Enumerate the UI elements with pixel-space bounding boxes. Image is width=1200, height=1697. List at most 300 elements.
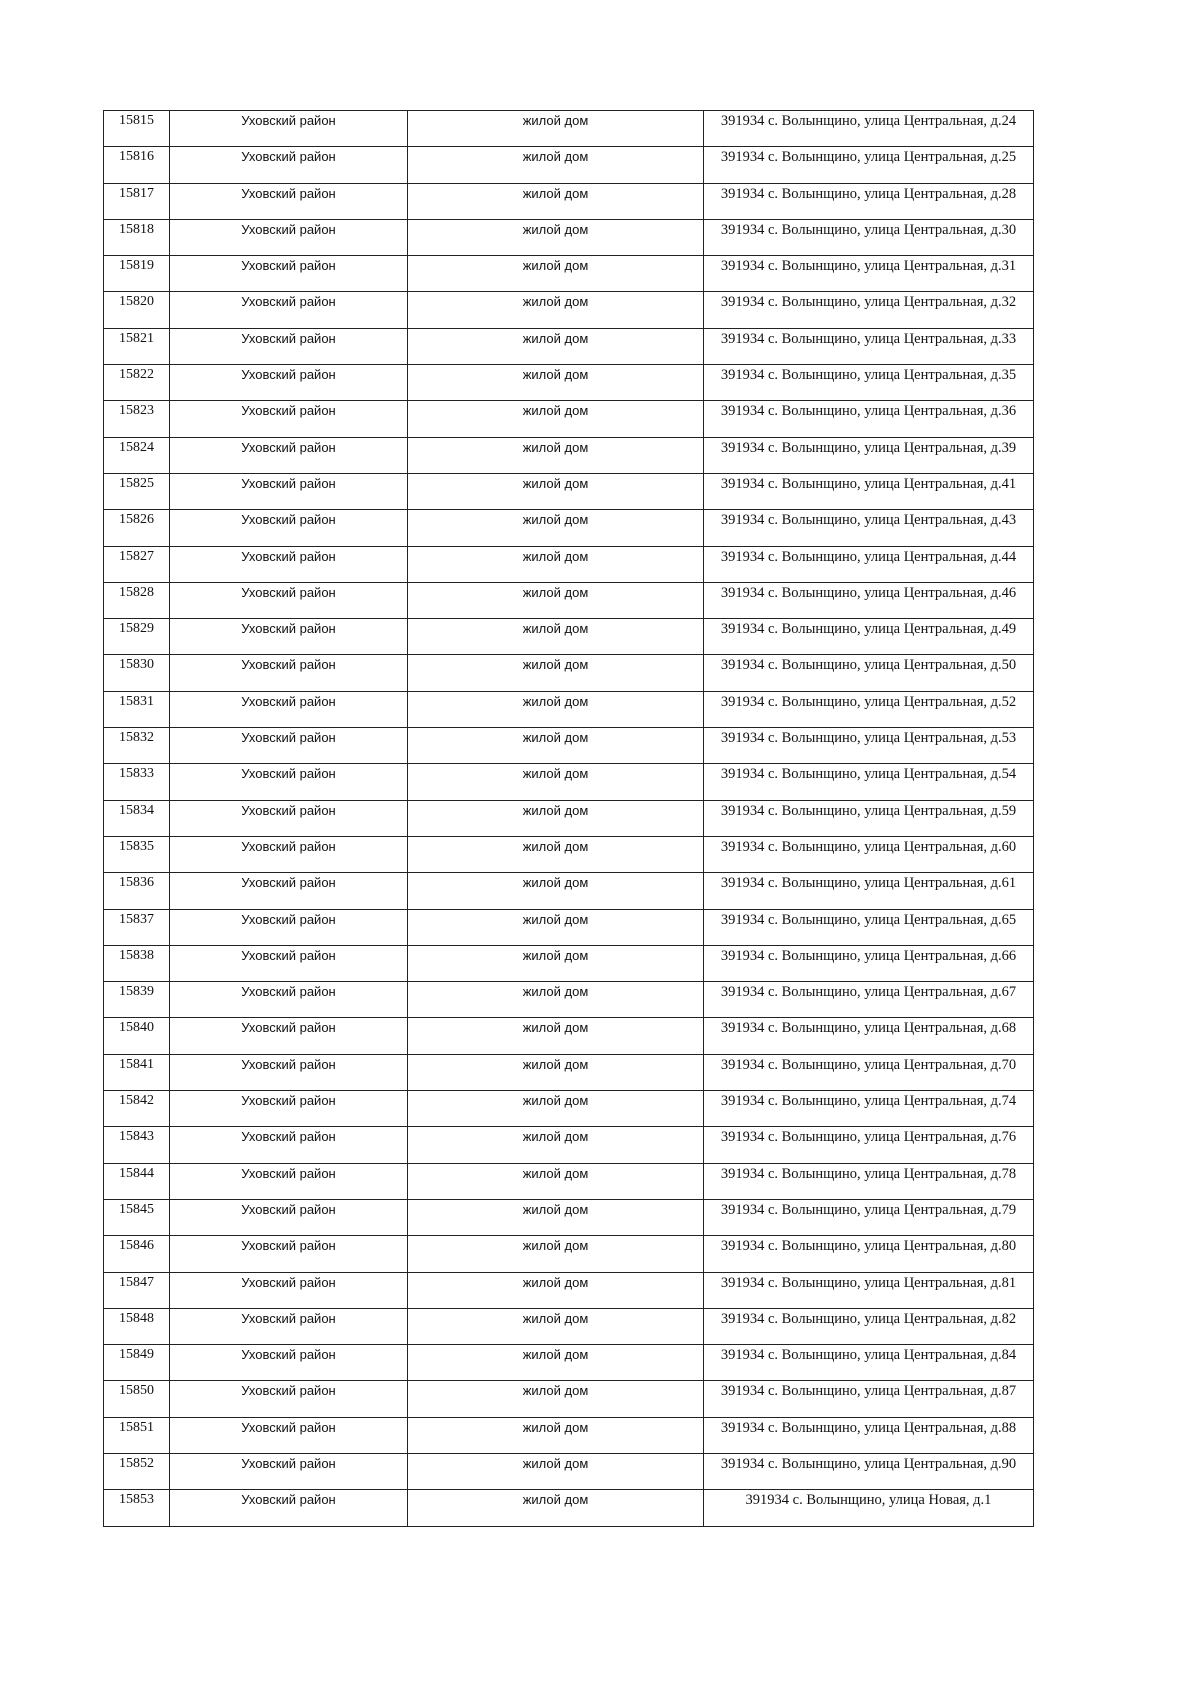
object-type-cell-text: жилой дом xyxy=(522,512,589,528)
table-row xyxy=(104,764,1034,800)
address-cell-text: 391934 с. Волынщино, улица Центральная, д.78 xyxy=(720,1165,1017,1182)
address-cell xyxy=(704,219,1034,255)
address-cell xyxy=(704,510,1034,546)
table-row xyxy=(104,401,1034,437)
district-cell xyxy=(170,147,408,183)
address-cell-text: 391934 с. Волынщино, улица Центральная, д.81 xyxy=(720,1274,1017,1291)
address-cell xyxy=(704,655,1034,691)
object-type-cell-text: жилой дом xyxy=(522,1093,589,1109)
district-cell xyxy=(170,1381,408,1417)
address-cell xyxy=(704,582,1034,618)
district-cell xyxy=(170,1163,408,1199)
address-cell xyxy=(704,982,1034,1018)
district-cell-text: Уховский район xyxy=(241,947,336,963)
row-number-cell xyxy=(104,1091,170,1127)
district-cell-text: Уховский район xyxy=(241,1310,336,1326)
object-type-cell-text: жилой дом xyxy=(522,475,589,491)
row-number-cell xyxy=(104,728,170,764)
district-cell-text: Уховский район xyxy=(241,911,336,927)
table-row xyxy=(104,111,1034,147)
district-cell-text: Уховский район xyxy=(241,1201,336,1217)
district-cell-text: Уховский район xyxy=(241,367,336,383)
district-cell-text: Уховский район xyxy=(241,730,336,746)
object-type-cell-text: жилой дом xyxy=(522,1201,589,1217)
object-type-cell xyxy=(408,728,704,764)
row-number-cell xyxy=(104,365,170,401)
row-number-cell xyxy=(104,909,170,945)
row-number-cell-text: 15821 xyxy=(119,330,154,346)
address-cell xyxy=(704,619,1034,655)
district-cell xyxy=(170,1236,408,1272)
object-type-cell xyxy=(408,473,704,509)
object-type-cell xyxy=(408,1091,704,1127)
row-number-cell xyxy=(104,836,170,872)
address-cell xyxy=(704,1381,1034,1417)
object-type-cell xyxy=(408,1018,704,1054)
district-cell-text: Уховский район xyxy=(241,1347,336,1363)
object-type-cell-text: жилой дом xyxy=(522,1238,589,1254)
district-cell-text: Уховский район xyxy=(241,113,336,128)
object-type-cell xyxy=(408,1308,704,1344)
row-number-cell-text: 15832 xyxy=(119,730,154,746)
district-cell xyxy=(170,1490,408,1526)
address-cell-text: 391934 с. Волынщино, улица Центральная, д.41 xyxy=(720,475,1017,492)
table-row xyxy=(104,1127,1034,1163)
object-type-cell xyxy=(408,365,704,401)
address-cell-text: 391934 с. Волынщино, улица Центральная, д.74 xyxy=(720,1093,1017,1110)
table-row xyxy=(104,655,1034,691)
address-cell-text: 391934 с. Волынщино, улица Центральная, д.65 xyxy=(720,911,1017,928)
object-type-cell xyxy=(408,655,704,691)
object-type-cell xyxy=(408,546,704,582)
object-type-cell xyxy=(408,401,704,437)
object-type-cell xyxy=(408,1127,704,1163)
object-type-cell xyxy=(408,800,704,836)
table-row xyxy=(104,800,1034,836)
row-number-cell-text: 15829 xyxy=(119,621,154,637)
row-number-cell xyxy=(104,1018,170,1054)
table-row xyxy=(104,836,1034,872)
row-number-cell-text: 15824 xyxy=(119,439,154,455)
address-cell xyxy=(704,1417,1034,1453)
row-number-cell xyxy=(104,691,170,727)
row-number-cell-text: 15823 xyxy=(119,403,154,419)
object-type-cell-text: жилой дом xyxy=(522,1310,589,1326)
district-cell-text: Уховский район xyxy=(241,1238,336,1254)
table-row xyxy=(104,619,1034,655)
district-cell xyxy=(170,1272,408,1308)
district-cell xyxy=(170,1054,408,1090)
object-type-cell-text: жилой дом xyxy=(522,802,589,818)
table-row xyxy=(104,1417,1034,1453)
address-cell xyxy=(704,1163,1034,1199)
table-row xyxy=(104,909,1034,945)
district-cell-text: Уховский район xyxy=(241,657,336,673)
district-cell xyxy=(170,764,408,800)
address-cell xyxy=(704,800,1034,836)
district-cell-text: Уховский район xyxy=(241,802,336,818)
table-row xyxy=(104,1272,1034,1308)
district-cell xyxy=(170,1345,408,1381)
table-row xyxy=(104,1308,1034,1344)
object-type-cell-text: жилой дом xyxy=(522,657,589,673)
row-number-cell-text: 15826 xyxy=(119,512,154,528)
object-type-cell-text: жилой дом xyxy=(522,875,589,891)
address-cell-text: 391934 с. Волынщино, улица Центральная, д.80 xyxy=(720,1238,1017,1255)
row-number-cell xyxy=(104,582,170,618)
district-cell-text: Уховский район xyxy=(241,584,336,600)
table-row xyxy=(104,1453,1034,1489)
object-type-cell-text: жилой дом xyxy=(522,621,589,637)
object-type-cell-text: жилой дом xyxy=(522,1455,589,1471)
object-type-cell xyxy=(408,1345,704,1381)
row-number-cell-text: 15843 xyxy=(119,1129,154,1145)
row-number-cell xyxy=(104,1308,170,1344)
row-number-cell xyxy=(104,401,170,437)
address-cell-text: 391934 с. Волынщино, улица Центральная, д.33 xyxy=(720,330,1017,347)
district-cell xyxy=(170,219,408,255)
address-cell-text: 391934 с. Волынщино, улица Центральная, д.67 xyxy=(720,984,1017,1001)
address-cell-text: 391934 с. Волынщино, улица Центральная, д.90 xyxy=(720,1455,1017,1472)
object-type-cell xyxy=(408,836,704,872)
district-cell-text: Уховский район xyxy=(241,1129,336,1145)
district-cell xyxy=(170,437,408,473)
address-cell xyxy=(704,1453,1034,1489)
object-type-cell xyxy=(408,183,704,219)
table-row xyxy=(104,437,1034,473)
row-number-cell-text: 15845 xyxy=(119,1201,154,1217)
district-cell xyxy=(170,1018,408,1054)
object-type-cell xyxy=(408,1272,704,1308)
row-number-cell-text: 15825 xyxy=(119,475,154,491)
row-number-cell-text: 15852 xyxy=(119,1455,154,1471)
object-type-cell-text: жилой дом xyxy=(522,1419,589,1435)
district-cell-text: Уховский район xyxy=(241,1455,336,1471)
object-type-cell-text: жилой дом xyxy=(522,1492,589,1508)
row-number-cell xyxy=(104,437,170,473)
district-cell xyxy=(170,836,408,872)
row-number-cell xyxy=(104,147,170,183)
row-number-cell-text: 15851 xyxy=(119,1419,154,1435)
district-cell xyxy=(170,256,408,292)
row-number-cell xyxy=(104,1163,170,1199)
object-type-cell-text: жилой дом xyxy=(522,149,589,165)
row-number-cell-text: 15835 xyxy=(119,838,154,854)
object-type-cell-text: жилой дом xyxy=(522,1056,589,1072)
object-type-cell-text: жилой дом xyxy=(522,258,589,274)
row-number-cell xyxy=(104,1054,170,1090)
row-number-cell xyxy=(104,1236,170,1272)
district-cell xyxy=(170,800,408,836)
address-cell xyxy=(704,1345,1034,1381)
object-type-cell-text: жилой дом xyxy=(522,1274,589,1290)
district-cell-text: Уховский район xyxy=(241,1492,336,1508)
row-number-cell xyxy=(104,1272,170,1308)
object-type-cell xyxy=(408,437,704,473)
object-type-cell xyxy=(408,328,704,364)
object-type-cell xyxy=(408,982,704,1018)
object-type-cell-text: жилой дом xyxy=(522,330,589,346)
object-type-cell xyxy=(408,764,704,800)
address-cell-text: 391934 с. Волынщино, улица Центральная, д.76 xyxy=(720,1129,1017,1146)
table-row xyxy=(104,1236,1034,1272)
row-number-cell xyxy=(104,1453,170,1489)
address-cell-text: 391934 с. Волынщино, улица Центральная, д.53 xyxy=(720,730,1017,747)
address-cell xyxy=(704,1199,1034,1235)
object-type-cell-text: жилой дом xyxy=(522,221,589,237)
object-type-cell xyxy=(408,1163,704,1199)
district-cell xyxy=(170,982,408,1018)
district-cell xyxy=(170,909,408,945)
row-number-cell xyxy=(104,292,170,328)
address-cell xyxy=(704,328,1034,364)
object-type-cell xyxy=(408,256,704,292)
district-cell-text: Уховский район xyxy=(241,512,336,528)
row-number-cell xyxy=(104,473,170,509)
row-number-cell xyxy=(104,111,170,147)
row-number-cell-text: 15819 xyxy=(119,258,154,274)
address-cell xyxy=(704,365,1034,401)
district-cell xyxy=(170,328,408,364)
district-cell-text: Уховский район xyxy=(241,258,336,274)
row-number-cell xyxy=(104,800,170,836)
address-cell-text: 391934 с. Волынщино, улица Центральная, д.44 xyxy=(720,548,1017,565)
table-row xyxy=(104,183,1034,219)
object-type-cell xyxy=(408,873,704,909)
address-cell-text: 391934 с. Волынщино, улица Центральная, д.32 xyxy=(720,294,1017,311)
object-type-cell xyxy=(408,111,704,147)
object-type-cell xyxy=(408,1236,704,1272)
district-cell-text: Уховский район xyxy=(241,1093,336,1109)
row-number-cell xyxy=(104,873,170,909)
address-cell-text: 391934 с. Волынщино, улица Центральная, д.59 xyxy=(720,802,1017,819)
row-number-cell xyxy=(104,546,170,582)
row-number-cell xyxy=(104,619,170,655)
address-cell-text: 391934 с. Волынщино, улица Центральная, д.82 xyxy=(720,1310,1017,1327)
row-number-cell-text: 15837 xyxy=(119,911,154,927)
address-cell-text: 391934 с. Волынщино, улица Центральная, д.36 xyxy=(720,403,1017,420)
address-cell-text: 391934 с. Волынщино, улица Центральная, д.66 xyxy=(720,947,1017,964)
object-type-cell-text: жилой дом xyxy=(522,730,589,746)
row-number-cell-text: 15815 xyxy=(119,113,154,128)
address-cell xyxy=(704,1236,1034,1272)
address-cell-text: 391934 с. Волынщино, улица Центральная, д.70 xyxy=(720,1056,1017,1073)
table-row xyxy=(104,1345,1034,1381)
object-type-cell-text: жилой дом xyxy=(522,766,589,782)
object-type-cell xyxy=(408,147,704,183)
address-cell-text: 391934 с. Волынщино, улица Центральная, д.87 xyxy=(720,1383,1017,1400)
table-row xyxy=(104,691,1034,727)
object-type-cell xyxy=(408,292,704,328)
row-number-cell-text: 15827 xyxy=(119,548,154,564)
object-type-cell xyxy=(408,1199,704,1235)
address-cell-text: 391934 с. Волынщино, улица Центральная, д.84 xyxy=(720,1347,1017,1364)
address-cell-text: 391934 с. Волынщино, улица Новая, д.1 xyxy=(745,1492,992,1509)
address-table xyxy=(103,110,1034,1527)
address-cell xyxy=(704,147,1034,183)
address-cell xyxy=(704,292,1034,328)
row-number-cell-text: 15841 xyxy=(119,1056,154,1072)
district-cell xyxy=(170,1308,408,1344)
address-cell xyxy=(704,1054,1034,1090)
address-cell-text: 391934 с. Волынщино, улица Центральная, д.50 xyxy=(720,657,1017,674)
object-type-cell-text: жилой дом xyxy=(522,584,589,600)
object-type-cell-text: жилой дом xyxy=(522,693,589,709)
row-number-cell-text: 15818 xyxy=(119,221,154,237)
district-cell-text: Уховский район xyxy=(241,548,336,564)
row-number-cell-text: 15831 xyxy=(119,693,154,709)
object-type-cell-text: жилой дом xyxy=(522,1383,589,1399)
address-cell-text: 391934 с. Волынщино, улица Центральная, д.43 xyxy=(720,512,1017,529)
address-cell-text: 391934 с. Волынщино, улица Центральная, д.88 xyxy=(720,1419,1017,1436)
row-number-cell-text: 15820 xyxy=(119,294,154,310)
district-cell-text: Уховский район xyxy=(241,221,336,237)
row-number-cell-text: 15834 xyxy=(119,802,154,818)
district-cell xyxy=(170,365,408,401)
district-cell-text: Уховский район xyxy=(241,1274,336,1290)
address-cell-text: 391934 с. Волынщино, улица Центральная, д.39 xyxy=(720,439,1017,456)
row-number-cell-text: 15847 xyxy=(119,1274,154,1290)
address-cell xyxy=(704,183,1034,219)
district-cell-text: Уховский район xyxy=(241,330,336,346)
table-row xyxy=(104,1163,1034,1199)
district-cell xyxy=(170,945,408,981)
row-number-cell-text: 15848 xyxy=(119,1310,154,1326)
district-cell-text: Уховский район xyxy=(241,693,336,709)
row-number-cell-text: 15822 xyxy=(119,367,154,383)
object-type-cell-text: жилой дом xyxy=(522,947,589,963)
object-type-cell xyxy=(408,691,704,727)
table-row xyxy=(104,1091,1034,1127)
row-number-cell xyxy=(104,945,170,981)
row-number-cell-text: 15846 xyxy=(119,1238,154,1254)
district-cell xyxy=(170,401,408,437)
object-type-cell-text: жилой дом xyxy=(522,984,589,1000)
row-number-cell-text: 15839 xyxy=(119,984,154,1000)
object-type-cell xyxy=(408,510,704,546)
district-cell-text: Уховский район xyxy=(241,403,336,419)
district-cell-text: Уховский район xyxy=(241,1419,336,1435)
table-row xyxy=(104,582,1034,618)
table-row xyxy=(104,473,1034,509)
object-type-cell xyxy=(408,909,704,945)
address-cell-text: 391934 с. Волынщино, улица Центральная, д.24 xyxy=(720,113,1017,129)
row-number-cell xyxy=(104,328,170,364)
address-cell-text: 391934 с. Волынщино, улица Центральная, д.30 xyxy=(720,221,1017,238)
row-number-cell xyxy=(104,256,170,292)
row-number-cell-text: 15833 xyxy=(119,766,154,782)
object-type-cell-text: жилой дом xyxy=(522,1347,589,1363)
object-type-cell xyxy=(408,1381,704,1417)
district-cell xyxy=(170,619,408,655)
table-row xyxy=(104,1490,1034,1526)
address-cell-text: 391934 с. Волынщино, улица Центральная, д.25 xyxy=(720,149,1017,166)
table-row xyxy=(104,365,1034,401)
district-cell xyxy=(170,655,408,691)
row-number-cell-text: 15850 xyxy=(119,1383,154,1399)
address-cell xyxy=(704,873,1034,909)
row-number-cell xyxy=(104,510,170,546)
object-type-cell-text: жилой дом xyxy=(522,439,589,455)
district-cell xyxy=(170,728,408,764)
object-type-cell xyxy=(408,582,704,618)
district-cell-text: Уховский район xyxy=(241,984,336,1000)
object-type-cell-text: жилой дом xyxy=(522,367,589,383)
address-cell xyxy=(704,909,1034,945)
object-type-cell-text: жилой дом xyxy=(522,113,589,128)
table-row xyxy=(104,256,1034,292)
address-cell xyxy=(704,473,1034,509)
row-number-cell xyxy=(104,1490,170,1526)
address-cell-text: 391934 с. Волынщино, улица Центральная, д.28 xyxy=(720,185,1017,202)
address-cell xyxy=(704,1127,1034,1163)
table-row xyxy=(104,1054,1034,1090)
address-cell xyxy=(704,1272,1034,1308)
address-table-body xyxy=(104,111,1034,1527)
district-cell-text: Уховский район xyxy=(241,1165,336,1181)
district-cell-text: Уховский район xyxy=(241,838,336,854)
table-row xyxy=(104,292,1034,328)
object-type-cell xyxy=(408,1417,704,1453)
address-cell xyxy=(704,546,1034,582)
row-number-cell-text: 15840 xyxy=(119,1020,154,1036)
district-cell-text: Уховский район xyxy=(241,294,336,310)
district-cell xyxy=(170,510,408,546)
address-cell xyxy=(704,691,1034,727)
table-row xyxy=(104,873,1034,909)
row-number-cell-text: 15817 xyxy=(119,185,154,201)
table-row xyxy=(104,1199,1034,1235)
district-cell-text: Уховский район xyxy=(241,1020,336,1036)
address-cell xyxy=(704,764,1034,800)
object-type-cell xyxy=(408,219,704,255)
address-cell xyxy=(704,728,1034,764)
table-row xyxy=(104,1381,1034,1417)
object-type-cell-text: жилой дом xyxy=(522,1020,589,1036)
row-number-cell-text: 15842 xyxy=(119,1093,154,1109)
district-cell-text: Уховский район xyxy=(241,1383,336,1399)
address-cell-text: 391934 с. Волынщино, улица Центральная, д.52 xyxy=(720,693,1017,710)
row-number-cell-text: 15838 xyxy=(119,947,154,963)
address-cell xyxy=(704,256,1034,292)
district-cell xyxy=(170,1127,408,1163)
district-cell xyxy=(170,292,408,328)
address-cell xyxy=(704,1091,1034,1127)
table-row xyxy=(104,945,1034,981)
object-type-cell xyxy=(408,1453,704,1489)
district-cell xyxy=(170,691,408,727)
row-number-cell xyxy=(104,655,170,691)
object-type-cell-text: жилой дом xyxy=(522,911,589,927)
district-cell xyxy=(170,582,408,618)
row-number-cell xyxy=(104,1417,170,1453)
row-number-cell-text: 15816 xyxy=(119,149,154,165)
address-cell xyxy=(704,437,1034,473)
row-number-cell xyxy=(104,764,170,800)
row-number-cell xyxy=(104,1345,170,1381)
address-cell xyxy=(704,945,1034,981)
row-number-cell xyxy=(104,219,170,255)
district-cell xyxy=(170,873,408,909)
district-cell xyxy=(170,183,408,219)
object-type-cell-text: жилой дом xyxy=(522,294,589,310)
row-number-cell xyxy=(104,982,170,1018)
object-type-cell xyxy=(408,945,704,981)
address-cell-text: 391934 с. Волынщино, улица Центральная, д.68 xyxy=(720,1020,1017,1037)
district-cell xyxy=(170,1453,408,1489)
row-number-cell xyxy=(104,1127,170,1163)
row-number-cell xyxy=(104,1381,170,1417)
